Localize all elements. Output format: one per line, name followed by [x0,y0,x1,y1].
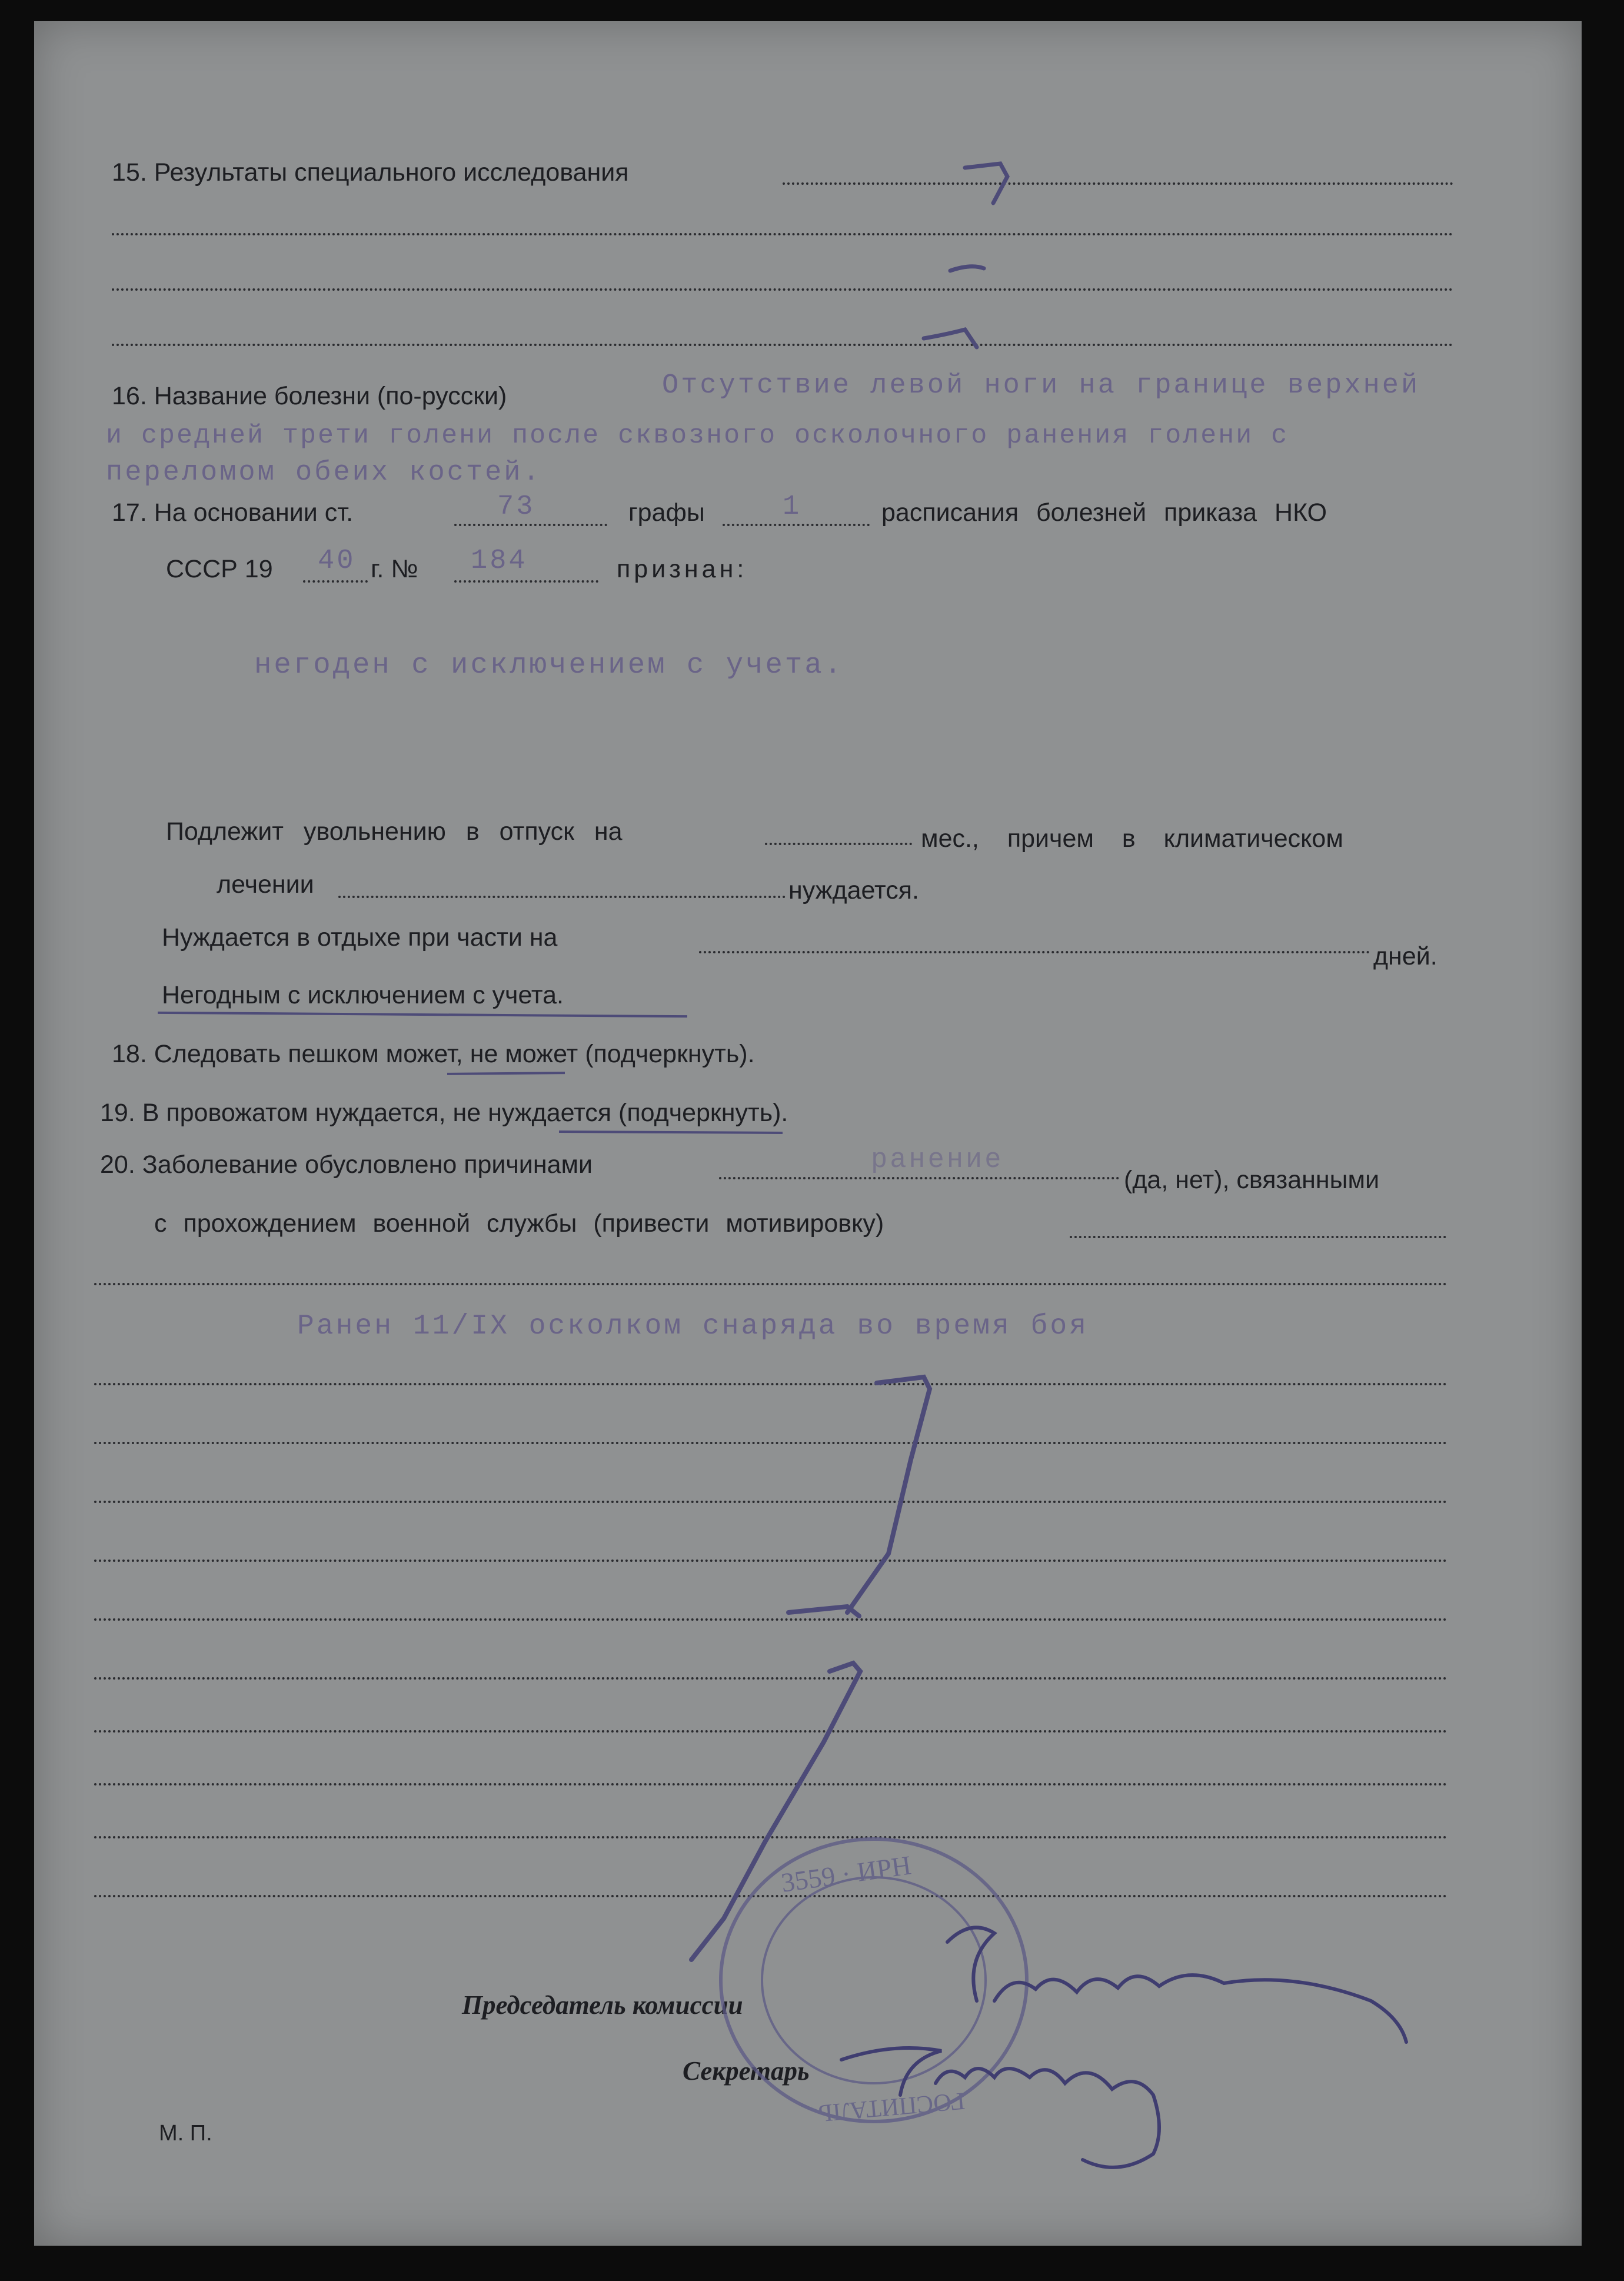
order-year: 40 [318,546,356,577]
leave-label-a: Подлежит увольнению в отпуск на [166,817,623,846]
leave-label-b: мес., причем в климатическом [921,824,1343,853]
item-17-label-e: г. № [371,555,418,583]
item-20-label-b: (да, нет), связанными [1124,1166,1380,1194]
diagnosis-line-3: переломом обеих костей. [106,457,542,488]
article-number: 73 [497,491,535,523]
diagnosis-line-1: Отсутствие левой ноги на границе верхней [662,370,1420,401]
blank-dash-marks [924,164,1007,347]
item-16-label: 16. Название болезни (по-русски) [112,382,507,410]
motive-typed: Ранен 11/IX осколком снаряда во время боя [297,1311,1089,1342]
item-17-label-c: расписания болезней приказа НКО [881,498,1327,527]
secretary-label: Секретарь [683,2056,810,2086]
item-17-label-a: 17. На основании ст. [112,498,354,527]
grafa-number: 1 [783,491,802,523]
chairman-label: Председатель комиссии [462,1990,743,2020]
item-19-label: 19. В провожатом нуждается, не нуждается (подчеркнуть). [100,1099,788,1127]
item-20-label-a: 20. Заболевание обусловлено причинами [100,1151,593,1179]
item-17-label-f: признан: [617,555,748,583]
item-18-label: 18. Следовать пешком может, не может (подчеркнуть). [112,1040,755,1068]
cause-typed: ранение [871,1145,1004,1176]
item-17-label-b: графы [628,498,705,527]
leave-label-c: лечении [217,870,314,899]
svg-text:3559 · ИРН: 3559 · ИРН [779,1850,913,1898]
hospital-stamp [721,1839,1027,2127]
item-20-label-c: с прохождением военной службы (привести мотивировку) [154,1209,884,1238]
rest-label-a: Нуждается в отдыхе при части на [162,923,558,952]
unfit-label: Негодным с исключением с учета. [162,981,564,1009]
leave-label-d: нуждается. [788,876,919,905]
item-15-label: 15. Результаты специального исследования [112,158,629,187]
chairman-signature [947,1927,1406,2042]
svg-text:ГОСПИТАЛЬ: ГОСПИТАЛЬ [817,2087,966,2127]
mp-label: М. П. [159,2121,212,2146]
rest-label-b: дней. [1373,942,1437,970]
item-17-label-d: СССР 19 [166,555,273,583]
diagnosis-line-2: и средней трети голени после сквозного осколочного ранения голени с [106,421,1289,451]
order-number: 184 [471,546,528,577]
verdict-typed: негоден с исключением с учета. [254,649,844,681]
